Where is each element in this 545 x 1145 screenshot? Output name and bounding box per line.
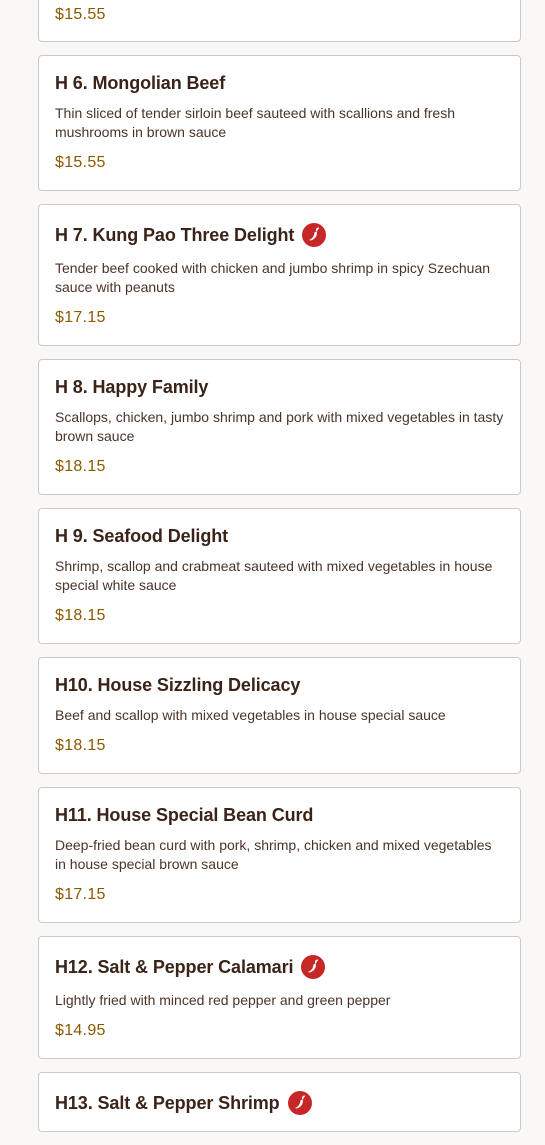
spicy-pepper-icon [288,1091,312,1115]
spicy-pepper-icon [302,223,326,247]
item-price: $15.55 [55,154,106,171]
item-title: H11. House Special Bean Curd [55,804,314,825]
item-title: H12. Salt & Pepper Calamari [55,956,294,977]
menu-item-card[interactable] [38,657,521,774]
item-price: $17.15 [55,886,106,903]
item-description: Lightly fried with minced red pepper and green pepper [55,992,391,1008]
item-title: H 7. Kung Pao Three Delight [55,224,295,245]
item-description: Thin sliced of tender sirloin beef sauteed with scallions and fresh mushrooms in brown sauce [55,105,455,140]
item-title: H 6. Mongolian Beef [55,72,226,93]
item-title: H13. Salt & Pepper Shrimp [55,1092,280,1113]
menu-item-card[interactable] [38,0,521,42]
item-description: Shrimp, scallop and crabmeat sauteed with mixed vegetables in house special white sauce [55,558,493,593]
item-description: Beef and scallop with mixed vegetables in house special sauce [55,707,446,723]
item-title-row [55,376,504,398]
menu-item-card[interactable] [38,787,521,923]
item-title: H 8. Happy Family [55,376,209,397]
spicy-pepper-icon [301,955,325,979]
item-description: Scallops, chicken, jumbo shrimp and pork with mixed vegetables in tasty brown sauce [55,409,504,444]
item-price: $14.95 [55,1022,106,1039]
item-title-row [55,221,504,249]
item-price: $18.15 [55,737,106,754]
item-description: Deep-fried bean curd with pork, shrimp, chicken and mixed vegetables in house special brown sauce [55,837,492,872]
item-price: $18.15 [55,458,106,475]
menu-item-card[interactable] [38,1072,521,1132]
item-title-row [55,1089,504,1117]
item-title-row [55,674,504,696]
item-price: $17.15 [55,309,106,326]
item-title: H 9. Seafood Delight [55,525,229,546]
item-title-row [55,525,504,547]
item-title-row [55,804,504,826]
item-title: H10. House Sizzling Delicacy [55,674,301,695]
menu-item-card[interactable] [38,55,521,191]
menu-item-card[interactable] [38,936,521,1059]
item-title-row [55,72,504,94]
item-title-row [55,953,504,981]
menu-item-list [38,0,521,1145]
item-description: Tender beef cooked with chicken and jumbo shrimp in spicy Szechuan sauce with peanuts [55,260,491,295]
menu-item-card[interactable] [38,204,521,346]
menu-item-card[interactable] [38,508,521,644]
item-price: $15.55 [55,6,106,23]
menu-item-card[interactable] [38,359,521,495]
item-price: $18.15 [55,607,106,624]
